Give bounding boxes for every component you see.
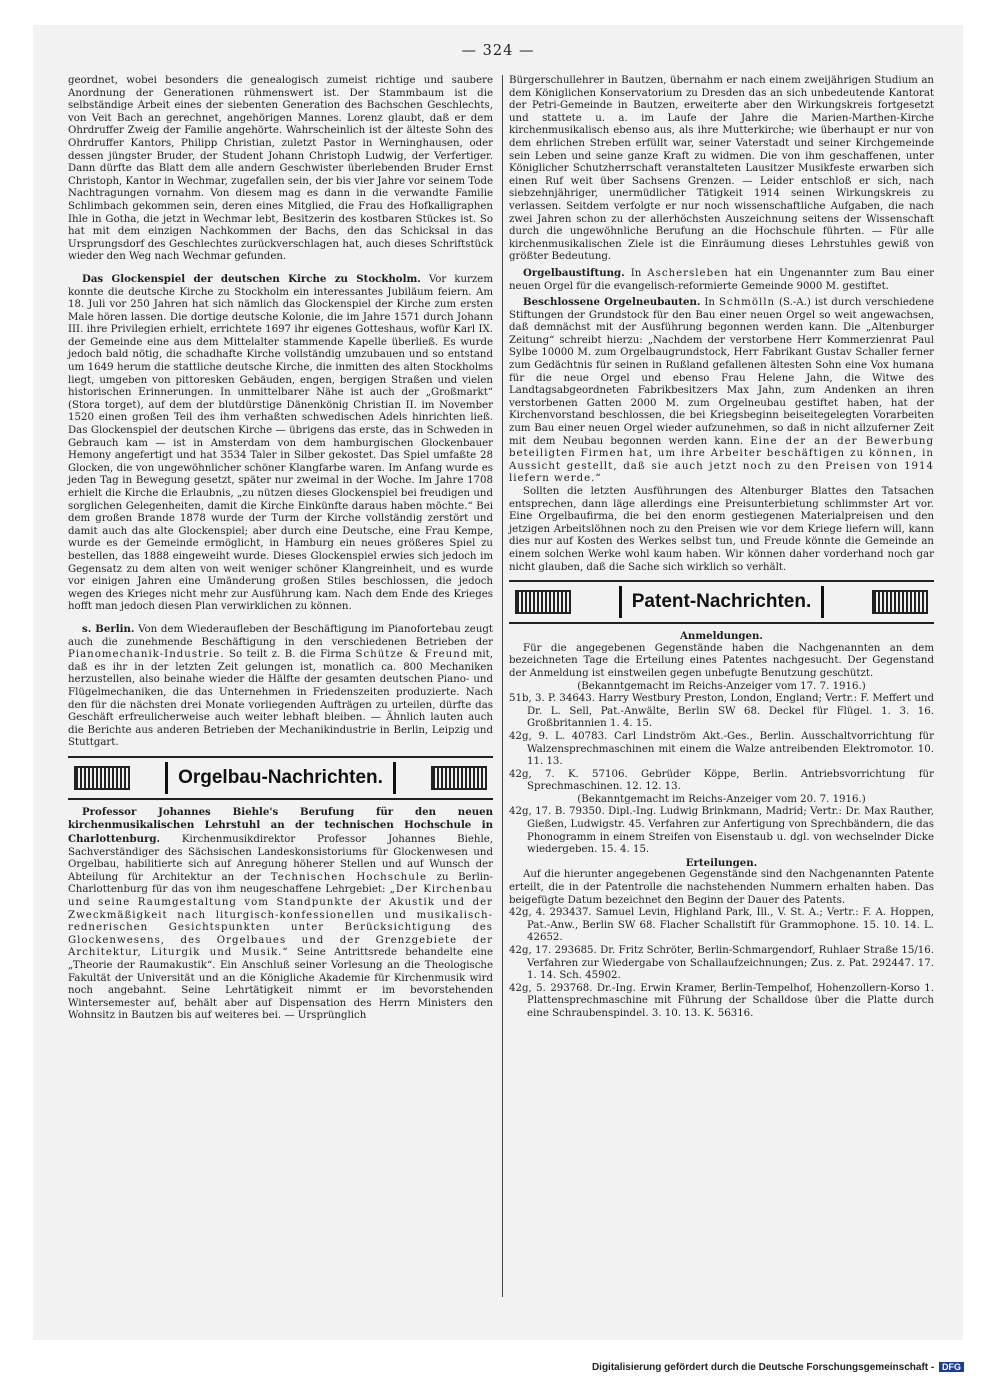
section-banner-patent [509,580,934,624]
article-heading: Orgelbaustiftung. [523,266,625,279]
patent-entry: 42g, 17. 293685. Dr. Fritz Schröter, Berlin-Schmargendorf, Ruhlaer Straße 15/16. Verfahren zur Wiedergabe von Schallaufzeichnungen; Zus. z. Pat. 292447. 17. 1. 14. Sch. 45902. [509,945,934,982]
banner-ornament [74,766,130,790]
patent-entry: 42g, 4. 293437. Samuel Levin, Highland Park, Ill., V. St. A.; Vertr.: F. A. Hoppen, Pat.-Anw., Berlin SW 68. Flacher Schallstift für Grammophone. 15. 10. 14. L. 42652. [509,907,934,944]
column-divider [502,75,503,1297]
banner-ornament [431,766,487,790]
paragraph-bach-stammbaum: geordnet, wobei besonders die genealogisch zumeist richtige und saubere Anordnung der Generationen rühmenswert ist. Der Stammbaum ist die selbständige Arbeit eines der siebenten Generation des Bachschen Geschlechts, von Veit Bach an gerechnet, angehörigen Mannes. Lorenz glaubt, daß er dem Ohrdruffer Zweig der Familie angehörte. Wahrscheinlich ist der älteste Sohn des Ohrdruffer Kantors, Philipp Christian, zuletzt Pastor in Werninghausen, oder dessen jüngster Bruder, der Student Johann Christoph Ludwig, der Verfertiger. Dann dürfte das Blatt dem alle andern Geschwister überlebenden Bruder Ernst Christoph, Kantor in Wechmar, zugefallen sein, der bis vier Jahre vor seinem Tode Nachtragungen vornahm. Von diesem mag es dann in die verwandte Familie Schlimbach gekommen sein, deren eines Mitglied, die Frau des Hofkalligraphen Ihle in Gotha, die jetzt in Wechmar lebt, Besitzerin des kostbaren Stückes ist. So hat mit dem einzigen Nachkommen der Bachs, den das Schicksal in das Ursprungsdorf des Geschlechtes zurückverschlagen hat, auch dieses Schriftstück wieder den Weg nach Wechmar gefunden. [68,75,493,263]
scanned-page [33,25,963,1340]
paragraph-biehle-continued: Bürgerschullehrer in Bautzen, übernahm er nach einem zweijährigen Studium an dem Königlichen Konservatorium zu Dresden das an sich unbedeutende Kantorat der Petri-Gemeinde in Bautzen, erweiterte aber den Wirkungskreis fortgesetzt und stattete u. a. im Laufe der Jahre die Marien-Marthen-Kirche kirchenmusikalisch ebenso aus, als ihre Mutterkirche; wie überhaupt er nur von dem ehrlichen Streben erfüllt war, seiner Vaterstadt und seiner Kirchgemeinde sein Leben und seine ganze Kraft zu widmen. Die von ihm geschaffenen, unter Königlicher Schutzherrschaft veranstalteten Lausitzer Musikfeste erwarben sich einen Ruf weit über Sachsens Grenzen. — Leider entschloß er sich, nach siebzehnjähriger, unermüdlicher Tätigkeit 1914 seinen Wirkungskreis zu verlassen. Seitdem verfolgte er nur noch wissenschaftliche Aufgaben, die nach zwei Jahren schon zu der allerhöchsten Auszeichnung seitens der Wissenschaft durch die ungewöhnliche Berufung an die Hochschule führten. — Für alle kirchenmusikalischen Ziele ist die Einräumung dieses Lehrstuhles gewiß von größter Bedeutung. [509,75,934,263]
section-banner-orgelbau [68,756,493,800]
subheading-erteilungen: Erteilungen. [685,856,758,869]
announcement-date: (Bekanntgemacht im Reichs-Anzeiger vom 17. 7. 1916.) [577,680,866,692]
announcement-date: (Bekanntgemacht im Reichs-Anzeiger vom 20. 7. 1916.) [577,793,866,805]
digitization-credit: Digitalisierung gefördert durch die Deutsche Forschungsgemeinschaft - DFG [592,1362,964,1373]
article-heading: s. Berlin. [82,622,135,635]
patent-entry: 51b, 3. P. 34643. Harry Westbury Preston, London, England; Vertr.: F. Meffert und Dr. L. Sell, Pat.-Anwälte, Berlin SW 68. Deckel für Flügel. 1. 3. 16. Großbritannien 1. 4. 15. [509,693,934,730]
article-orgelbaustiftung: Orgelbaustiftung. In Aschersleben hat ein Ungenannter zum Bau einer neuen Orgel für die evangelisch-reformierte Gemeinde 9000 M. gestiftet. [509,266,934,292]
article-heading: Beschlossene Orgelneubauten. [523,296,701,309]
banner-ornament [872,590,928,614]
banner-title: Patent-Nachrichten. [619,586,824,618]
banner-ornament [515,590,571,614]
patent-entry: 42g, 7. K. 57106. Gebrüder Köppe, Berlin. Antriebsvorrichtung für Sprechmaschinen. 12. 12. 13. [509,768,934,793]
article-biehle: Professor Johannes Biehle's Berufung für den neuen kirchenmusikalischen Lehrstuhl an der technischen Hochschule in Charlottenburg. Kirchenmusikdirektor Professor Johannes Biehle, Sachverständiger des Sächsischen Landeskonsistoriums für Glockenwesen und Orgelbau, habilitierte sich auf Anregung höherer Stellen und auf Wunsch der Abteilung für Architektur an der Technischen Hochschule zu Berlin-Charlottenburg für das von ihm neugeschaffene Lehrgebiet: „Der Kirchenbau und seine Raumgestaltung vom Standpunkte der Akustik und der Zweckmäßigkeit nach liturgisch-konfessionellen und musikalisch-rednerischen Gesichtspunkten unter Berücksichtigung des Glockenwesens, des Orgelbaues und der Grenzgebiete der Architektur, Liturgik und Musik.“ Seine Antrittsrede behandelte eine „Theorie der Raumakustik“. Ein Anschluß seiner Vorlesung an die Theologische Fakultät der Universität und an die Königliche Akademie für Kirchenmusik wird noch angebahnt. Seine Lehrtätigkeit nimmt er im bevorstehenden Wintersemester auf, behält aber auf Dispensation des Herrn Ministers den Wohnsitz in Bautzen bis auf weiteres bei. — Ursprünglich [68,805,493,1022]
paragraph-erteilungen-intro: Auf die hierunter angegebenen Gegenstände sind den Nachgenannten Patente erteilt, die in der Patentrolle die nachstehenden Nummern erhalten haben. Das beigefügte Datum bezeichnet den Beginn der Dauer des Patents. [509,869,934,906]
article-berlin: s. Berlin. Von dem Wiederaufleben der Beschäftigung im Pianofortebau zeugt auch die zunehmende Beschäftigung in den verschiedenen Betrieben der Pianomechanik-Industrie. So teilt z. B. die Firma Schütze & Freund mit, daß es ihr in der letzten Zeit gelungen ist, monatlich ca. 800 Mechaniken herzustellen, also beinahe wieder die Hälfte der gesamten deutschen Piano- und Flügelmechaniken, die das Unternehmen in Friedenszeiten produzierte. Nach den für die nächsten drei Monate vorliegenden Aufträgen zu urteilen, dürfte das Geschäft erfreulicherweise auch weiter lebhaft bleiben. — Ähnlich lauten auch die Berichte aus anderen Betrieben der Mechanikindustrie in Berlin, Leipzig und Stuttgart. [68,622,494,749]
dfg-logo-icon: DFG [939,1362,964,1372]
patent-entry: 42g, 17. B. 79350. Dipl.-Ing. Ludwig Brinkmann, Madrid; Vertr.: Dr. Max Rauther, Gießen, Ludwigstr. 45. Verfahren zur Anfertigung von Sprechbändern, die das Phonogramm in einem Streifen von Eisenstaub u. dgl. von wechselnder Dicke wiedergeben. 15. 4. 15. [509,806,934,856]
subheading-anmeldungen: Anmeldungen. [680,630,763,643]
article-body: Vor kurzem konnte die deutsche Kirche zu Stockholm ein interessantes Jubiläum feiern. Am 18. Juli vor 250 Jahren hat sich nämlich das Glockenspiel der Kirche zum ersten Male hören lassen. Die dortige deutsche Kolonie, die im Jahre 1571 durch Johann III. ihre Privilegien erhielt, errichtete 1697 ihr eigenes Gotteshaus, wofür Karl IX. der Gemeinde eine aus dem Mittelalter stammende Kapelle überließ. Es wurde jedoch bald nötig, die schadhafte Kirche vollständig umzubauen und so entstand um 1649 herum die stattliche deutsche Kirche, die inmitten des alten Stockholms liegt, umgeben von pittoresken Gebäuden, engen, bergigen Straßen und vielen historischen Erinnerungen. In unmittelbarer Nähe ist auch der „Großmarkt“ (Stora torget), auf dem der blutdürstige Dänenkönig Christian II. im November 1520 einen großen Teil des ihm verhaßten schwedischen Adels hinrichten ließ. Das Glockenspiel der deutschen Kirche — übrigens das erste, das in Schweden in Gebrauch kam — ist in Amsterdam von dem hamburgischen Glockenbauer Hemony angefertigt und hat 3534 Taler in Silber gekostet. Das Spiel umfaßte 28 Glocken, die von ungewöhnlicher schöner Klangfarbe waren. Im Anfang wurde es jeden Tag in Bewegung gesetzt, später nur zweimal in der Woche. Im Jahre 1708 erhielt die Kirche die Erlaubnis, „zu nützen dieses Glockenspiel bei freudigen und sorglichen Gelegenheiten, damit die Kirche Einkünfte daraus haben möchte.“ Bei dem großen Brande 1878 wurde der Turm der Kirche vollständig zerstört und damit auch das alte Glockenspiel; aber durch eine Deutsche, eine Frau Kempe, wurde es der Gemeinde ermöglicht, in Hamburg ein neues größeres Spiel zu bestellen, das 1888 eingeweiht wurde. Dieses Glockenspiel erwies sich jedoch im Gegensatz zu dem alten von weit weniger schöner Klangreinheit, und es wurde vor einigen Jahren eine Umänderung großen Stiles beschlossen, die jedoch wegen des Krieges nicht mehr zur Ausführung kam. Nach dem Ende des Krieges hofft man jedoch diesen Plan verwirklichen zu können. [68,273,493,613]
right-column [509,75,934,1021]
paragraph-preisunterbietung: Sollten die letzten Ausführungen des Altenburger Blattes den Tatsachen entsprechen, dann läge allerdings eine Preisunterbietung schlimmster Art vor. Eine Orgelbaufirma, die bei den enorm gestiegenen Materialpreisen und den jetzigen Arbeitslöhnen noch zu den Preisen wie vor dem Kriege liefern will, kann dies nur auf Kosten des Werkes selbst tun, und Freude könnte die Gemeinde an einem solchen Werke wohl kaum haben. Wir können daher vorderhand noch gar nicht glauben, daß die Sache sich wirklich so verhält. [509,486,934,573]
left-column [68,75,493,1023]
paragraph-anmeldungen-intro: Für die angegebenen Gegenstände haben die Nachgenannten an dem bezeichneten Tage die Erteilung eines Patentes nachgesucht. Der Gegenstand der Anmeldung ist einstweilen gegen unbefugte Benutzung geschützt. [509,642,934,679]
article-heading: Professor Johannes Biehle's Berufung für den neuen kirchenmusikalischen Lehrstuhl an der technischen Hochschule in Charlottenburg. [68,805,493,846]
patent-entry: 42g, 5. 293768. Dr.-Ing. Erwin Kramer, Berlin-Tempelhof, Hohenzollern-Korso 1. Plattensprechmaschine mit Führung der Schalldose über die Platte durch eine Schraubenspindel. 3. 10. 13. K. 56316. [509,982,934,1019]
page-number: — 324 — [461,43,535,59]
article-heading: Das Glockenspiel der deutschen Kirche zu Stockholm. [82,272,421,285]
patent-entry: 42g, 9. L. 40783. Carl Lindström Akt.-Ges., Berlin. Ausschaltvorrichtung für Walzensprechmaschinen mit einem die Walze antreibenden Elektromotor. 10. 11. 13. [509,730,934,768]
banner-title: Orgelbau-Nachrichten. [165,762,396,794]
article-glockenspiel-stockholm [68,273,493,614]
article-orgelneubauten: Beschlossene Orgelneubauten. In Schmölln (S.-A.) ist durch verschiedene Stiftungen der Grundstock für den Bau einer neuen Orgel so weit angewachsen, daß demnächst mit der Ausführung begonnen werden kann. Die „Altenburger Zeitung“ schreibt hierzu: „Nachdem der verstorbene Herr Kommerzienrat Paul Sylbe 10000 M. zum Orgelbaugrundstock, Herr Fabrikant Gustav Schaller ferner zum Gedächtnis für seinen in Rußland gefallenen ältesten Sohn eine Vox humana für die neue Orgel und ebenso Frau Helene Jahn, die Witwe des Landtagsabgeordneten Fabrikbesitzers Max Jahn, zum Andenken an ihren verstorbenen Gatten 2000 M. zum Orgelneubau gestiftet haben, hat der Kirchenvorstand beschlossen, die bei Kriegsbeginn beiseitegelegten Vorarbeiten zum Bau einer neuen Orgel wieder aufzunehmen, so daß in nicht allzuferner Zeit mit dem Neubau begonnen werden kann. Eine der an der Bewerbung beteiligten Firmen hat, um ihre Arbeiter beschäftigen zu können, in Aussicht gestellt, daß sie auch jetzt noch zu den Preisen von 1914 liefern werde.“ [509,296,934,485]
